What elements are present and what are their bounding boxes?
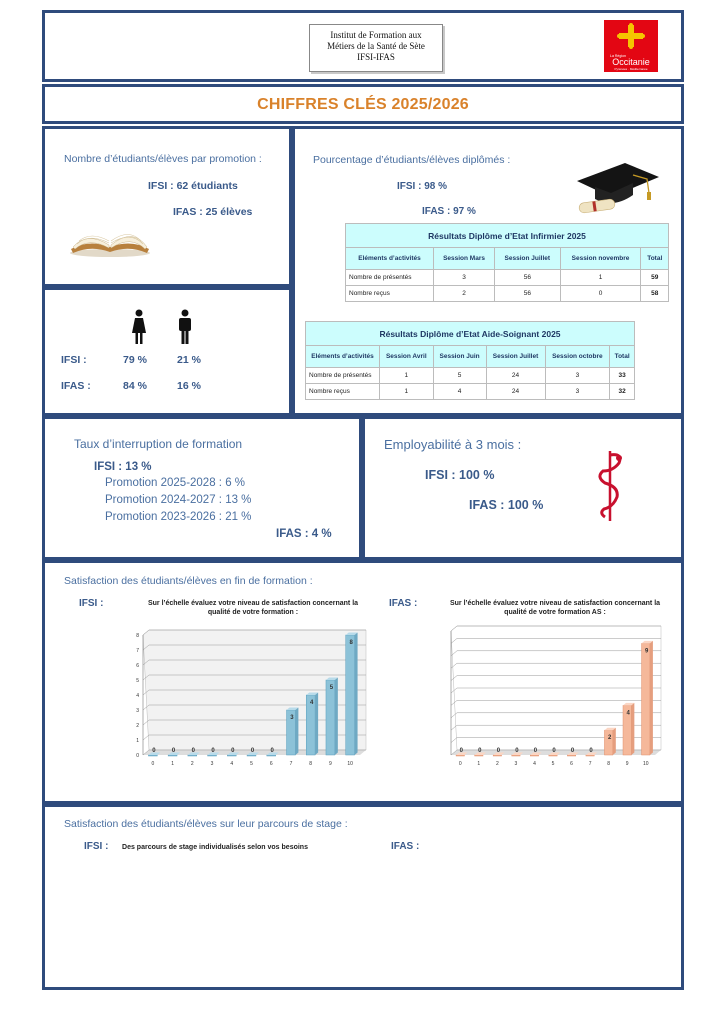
interruption-label: Taux d’interruption de formation: [74, 437, 243, 451]
bar-9: [326, 680, 335, 755]
ifas-cell-0-2: 5: [433, 368, 486, 384]
ifsi-table-title: Résultats Diplôme d’Etat Infirmier 2025: [346, 224, 669, 248]
occitan-cross-icon: [616, 23, 646, 49]
interruption-promo-1: Promotion 2025-2028 : 6 %: [105, 477, 246, 489]
bar-0: [456, 755, 464, 756]
x-tick-label: 1: [477, 761, 481, 767]
gender-ifas-men: 16 %: [177, 380, 201, 392]
data-label-4: 0: [231, 748, 235, 754]
x-tick-label: 5: [250, 761, 253, 767]
table-row: [306, 368, 635, 384]
bar-3: [512, 755, 520, 756]
y-tick-label: 2: [136, 723, 139, 729]
ifsi-th-4: Total: [641, 248, 669, 270]
ifas-cell-0-4: 3: [545, 368, 610, 384]
stage-ifas-tag: IFAS :: [391, 841, 420, 852]
ifsi-th-3: Session novembre: [560, 248, 641, 270]
bar-0: [148, 755, 157, 756]
students-ifas: IFAS : 25 élèves: [173, 206, 253, 218]
ifas-cell-0-0: Nombre de présentés: [306, 368, 380, 384]
bar-3: [208, 755, 217, 756]
institute-line-2: Métiers de la Santé de Sète: [327, 41, 425, 51]
y-tick-label: 5: [136, 678, 139, 684]
interruption-ifas: IFAS : 4 %: [276, 528, 332, 540]
y-tick-label: 1: [136, 738, 139, 744]
ifas-th-4: Session octobre: [545, 346, 610, 368]
logo-text-sub: Pyrénées · Méditerranée: [614, 67, 648, 71]
ifas-th-5: Total: [610, 346, 635, 368]
ifsi-cell-0-1: 3: [434, 270, 495, 286]
bar-4: [227, 755, 236, 756]
caduceus-icon: [593, 447, 627, 523]
bar-side-7: [295, 708, 298, 756]
satisfaction-ifsi-tag: IFSI :: [79, 598, 104, 609]
bar-5: [549, 755, 557, 756]
students-label: Nombre d’étudiants/élèves par promotion :: [64, 153, 262, 165]
ifas-cell-1-3: 24: [486, 384, 545, 400]
x-tick-label: 9: [625, 761, 629, 767]
x-tick-label: 4: [533, 761, 536, 767]
x-tick-label: 3: [514, 761, 518, 767]
graduates-ifas: IFAS : 97 %: [422, 206, 476, 217]
x-tick-label: 0: [151, 761, 155, 767]
title-section: [42, 84, 684, 124]
bar-side-8: [613, 728, 616, 755]
employability-section: [362, 416, 684, 560]
stage-label: Satisfaction des étudiants/élèves sur leur parcours de stage :: [64, 818, 348, 830]
y-tick-label: 6: [136, 663, 139, 669]
y-tick-label: 3: [136, 708, 139, 714]
ifas-cell-1-0: Nombre reçus: [306, 384, 380, 400]
ifsi-satisfaction-bar-chart: [115, 593, 375, 773]
satisfaction-section: [42, 560, 684, 804]
bar-5: [247, 755, 256, 756]
data-label-6: 0: [570, 748, 575, 754]
x-tick-label: 10: [642, 761, 649, 767]
data-label-2: 0: [496, 748, 501, 754]
ifsi-stage-pie-chart: [115, 835, 365, 985]
gender-ifas-label: IFAS :: [61, 380, 91, 392]
ifas-cell-1-1: 1: [380, 384, 434, 400]
students-section: [42, 126, 292, 287]
data-label-5: 0: [250, 748, 255, 754]
x-tick-label: 8: [607, 761, 611, 767]
logo-text-top: La Région: [610, 54, 626, 58]
data-label-4: 0: [533, 748, 538, 754]
bar-side-9: [335, 678, 338, 756]
bar-side-10: [650, 641, 653, 755]
interruption-section: [42, 416, 362, 560]
ifas-results-table: [305, 321, 635, 400]
interruption-promo-3: Promotion 2023-2026 : 21 %: [105, 511, 252, 523]
grid-line: [451, 738, 457, 743]
institute-line-3: IFSI-IFAS: [357, 52, 395, 62]
data-label-5: 0: [552, 748, 556, 754]
bar-ifas-title: Sur l’échelle évaluez votre niveau de satisfaction concernant la qualité de votre formation AS :: [449, 600, 661, 616]
woman-icon: [131, 309, 147, 345]
ifas-th-3: Session Juillet: [486, 346, 545, 368]
ifsi-cell-1-3: 0: [560, 286, 641, 302]
satisfaction-label: Satisfaction des étudiants/élèves en fin de formation :: [64, 575, 313, 587]
ifsi-cell-1-4: 58: [641, 286, 669, 302]
table-row: [306, 384, 635, 400]
y-tick-label: 0: [136, 753, 139, 759]
ifas-cell-1-5: 32: [610, 384, 635, 400]
ifas-th-0: Eléments d’activités: [306, 346, 380, 368]
interruption-promo-2: Promotion 2024-2027 : 13 %: [105, 494, 252, 506]
ifsi-th-0: Eléments d’activités: [346, 248, 434, 270]
bar-2: [493, 755, 501, 756]
data-label-1: 0: [171, 748, 176, 754]
man-icon: [177, 309, 193, 345]
data-label-8: 2: [607, 735, 612, 742]
x-tick-label: 9: [329, 761, 332, 767]
logo-text-main: Occitanie: [612, 57, 650, 67]
ifsi-cell-0-0: Nombre de présentés: [346, 270, 434, 286]
y-tick-label: 8: [136, 633, 139, 639]
ifas-cell-0-5: 33: [610, 368, 635, 384]
y-tick-label: 4: [136, 693, 139, 699]
ifas-cell-1-2: 4: [433, 384, 486, 400]
graduation-cap-icon: [573, 159, 661, 217]
data-label-2: 0: [191, 748, 195, 754]
x-tick-label: 10: [347, 761, 353, 767]
bar-ifsi-title: Sur l’échelle évaluez votre niveau de satisfaction concernant la qualité de votre formation :: [147, 600, 359, 616]
data-label-7: 0: [589, 748, 593, 754]
ifas-cell-0-1: 1: [380, 368, 434, 384]
region-logo: [604, 20, 658, 72]
gender-ifsi-men: 21 %: [177, 354, 201, 366]
y-tick-label: 7: [136, 648, 139, 654]
x-tick-label: 5: [551, 761, 555, 767]
bar-10: [346, 635, 355, 755]
ifas-satisfaction-bar-chart: [425, 593, 665, 773]
page-title: CHIFFRES CLÉS 2025/2026: [257, 96, 469, 113]
x-tick-label: 0: [458, 761, 462, 767]
graduates-ifsi: IFSI : 98 %: [397, 181, 448, 192]
bar-7: [586, 755, 594, 756]
x-tick-label: 3: [210, 761, 214, 767]
table-row: [346, 270, 669, 286]
institute-line-1: Institut de Formation aux: [330, 30, 422, 40]
ifas-cell-0-3: 24: [486, 368, 545, 384]
x-tick-label: 4: [230, 761, 234, 767]
x-tick-label: 1: [171, 761, 174, 767]
bar-8: [604, 730, 612, 755]
satisfaction-ifas-tag: IFAS :: [389, 598, 418, 609]
bar-10: [642, 643, 650, 755]
pie-ifsi-title: Des parcours de stage individualisés selon vos besoins: [122, 844, 308, 851]
interruption-ifsi: IFSI : 13 %: [94, 461, 152, 473]
ifsi-cell-1-1: 2: [434, 286, 495, 302]
data-label-10: 8: [349, 640, 353, 646]
employability-label: Employabilité à 3 mois :: [384, 437, 522, 452]
data-label-0: 0: [152, 748, 156, 754]
x-tick-label: 2: [495, 761, 499, 767]
students-ifsi: IFSI : 62 étudiants: [148, 180, 238, 192]
table-row: [346, 286, 669, 302]
bar-side-8: [315, 693, 318, 756]
bar-6: [267, 755, 276, 756]
ifsi-cell-0-3: 1: [560, 270, 641, 286]
x-tick-label: 8: [309, 761, 313, 767]
bar-1: [168, 755, 177, 756]
ifsi-cell-0-4: 59: [641, 270, 669, 286]
gender-ifsi-women: 79 %: [123, 354, 147, 366]
gender-section: [42, 287, 292, 416]
ifas-th-2: Session Juin: [433, 346, 486, 368]
bar-2: [188, 755, 197, 756]
x-tick-label: 2: [190, 761, 194, 767]
data-label-3: 0: [515, 748, 519, 754]
ifas-cell-1-4: 3: [545, 384, 610, 400]
bar-1: [475, 755, 483, 756]
data-label-9: 4: [626, 710, 630, 717]
gender-ifas-women: 84 %: [123, 380, 147, 392]
x-tick-label: 7: [289, 761, 293, 767]
data-label-1: 0: [478, 748, 482, 754]
stage-ifsi-tag: IFSI :: [84, 841, 109, 852]
ifas-table-title: Résultats Diplôme d’Etat Aide-Soignant 2025: [306, 322, 635, 346]
ifas-stage-pie-chart: [435, 835, 625, 985]
ifsi-results-table: [345, 223, 669, 302]
data-label-6: 0: [270, 748, 274, 754]
data-label-7: 3: [290, 715, 294, 721]
data-label-9: 5: [329, 685, 334, 691]
graduates-label: Pourcentage d’étudiants/élèves diplômés :: [313, 154, 511, 166]
x-tick-label: 6: [269, 761, 273, 767]
data-label-0: 0: [459, 748, 463, 754]
bar-4: [530, 755, 538, 756]
x-tick-label: 6: [570, 761, 573, 767]
header-section: [42, 10, 684, 82]
ifsi-cell-1-0: Nombre reçus: [346, 286, 434, 302]
ifsi-th-2: Session Juillet: [495, 248, 561, 270]
data-label-8: 4: [310, 700, 314, 706]
data-label-10: 9: [645, 648, 649, 655]
stage-section: [42, 804, 684, 990]
ifsi-cell-1-2: 56: [495, 286, 561, 302]
bar-side-9: [631, 703, 634, 755]
data-label-3: 0: [211, 748, 215, 754]
ifas-th-1: Session Avril: [380, 346, 434, 368]
gender-ifsi-label: IFSI :: [61, 354, 87, 366]
ifsi-th-1: Session Mars: [434, 248, 495, 270]
graduates-section: [292, 126, 684, 416]
ifsi-cell-0-2: 56: [495, 270, 561, 286]
x-tick-label: 7: [588, 761, 592, 767]
open-book-icon: [67, 217, 153, 259]
institute-box: [309, 24, 443, 72]
employability-ifas: IFAS : 100 %: [469, 498, 544, 512]
employability-ifsi: IFSI : 100 %: [425, 468, 495, 482]
bar-6: [567, 755, 575, 756]
bar-side-10: [355, 633, 358, 756]
